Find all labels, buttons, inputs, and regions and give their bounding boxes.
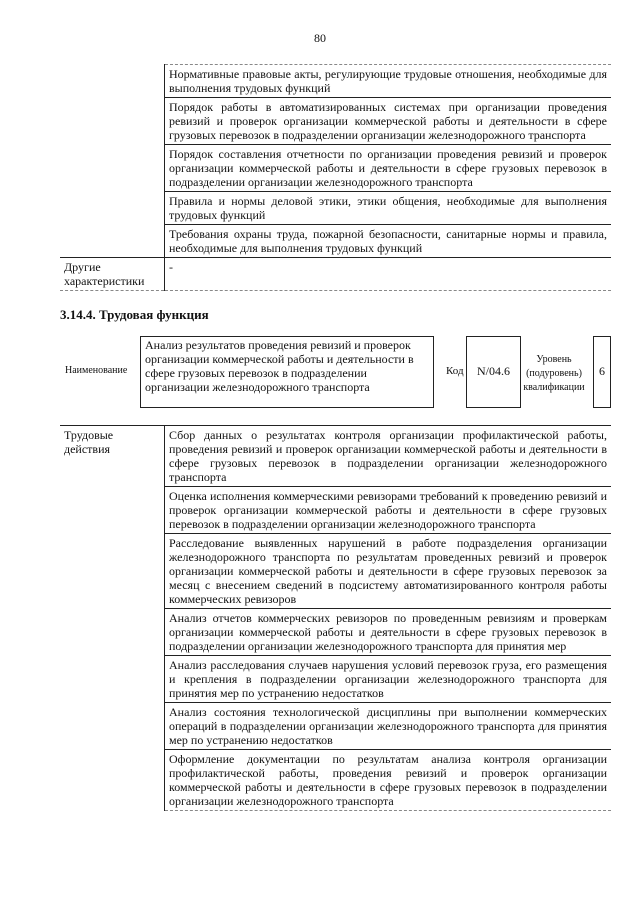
page-number: 80 [314,31,326,45]
function-level: 6 [593,336,611,408]
labor-action-item: Анализ расследования случаев нарушения условий перевозок груза, его размещения и крепления в подразделении организации железнодорожного транспорта для принятия мер по устранению недостатков [165,656,612,703]
labor-action-item: Расследование выявленных нарушений в работе подразделения организации железнодорожного транспорта по результатам проведенных ревизий и проверок организации коммерческой работы и деятельности в сфере грузовых перевозок за месяц с внесением сведений в подсистему автоматизированного контроля работы коммерческих ревизоров [165,534,612,609]
knowledge-item: Нормативные правовые акты, регулирующие трудовые отношения, необходимые для выполнения трудовых функций [165,65,612,98]
function-header [60,336,611,410]
name-label: Наименование [65,365,128,376]
other-characteristics-value: - [165,258,612,291]
knowledge-item: Правила и нормы деловой этики, этики общения, необходимые для выполнения трудовых функций [165,192,612,225]
other-characteristics-label: Другие характеристики [60,258,165,291]
section-heading: 3.14.4. Трудовая функция [60,307,209,322]
labor-action-item: Оценка исполнения коммерческими ревизорами требований к проведению ревизий и проверок организации коммерческой работы и деятельности в сфере грузовых перевозок в подразделении организации железнодорожного транспорта [165,487,612,534]
knowledge-item: Порядок работы в автоматизированных системах при организации проведения ревизий и проверок организации коммерческой работы и деятельности в сфере грузовых перевозок в подразделении организации железнодорожного транспорта [165,98,612,145]
labor-action-item: Сбор данных о результатах контроля организации профилактической работы, проведения ревизий и проверок организации коммерческой работы и деятельности в сфере грузовых перевозок в подразделении организации железнодорожного транспорта [165,426,612,487]
knowledge-item: Требования охраны труда, пожарной безопасности, санитарные нормы и правила, необходимые для выполнения трудовых функций [165,225,612,258]
level-label: Уровень (подуровень) квалификации [523,354,585,393]
continued-requirements-table [60,64,611,291]
knowledge-item: Порядок составления отчетности по организации проведения ревизий и проверок организации коммерческой работы и деятельности в сфере грузовых перевозок в подразделении организации железнодорожного транспорта [165,145,612,192]
code-label: Код [446,365,464,377]
labor-actions-label: Трудовые действия [60,426,165,487]
labor-actions-table [60,425,611,811]
function-name: Анализ результатов проведения ревизий и проверок организации коммерческой работы и деятельности в сфере грузовых перевозок в подразделении организации железнодорожного транспорта [140,336,434,408]
function-code: N/04.6 [466,336,521,408]
labor-action-item: Анализ отчетов коммерческих ревизоров по проведенным ревизиям и проверкам организации коммерческой работы и деятельности в сфере грузовых перевозок в подразделении организации железнодорожного транспорта для принятия мер [165,609,612,656]
labor-action-item: Оформление документации по результатам анализа контроля организации профилактической работы, проведения ревизий и проверок организации коммерческой работы и деятельности в сфере грузовых перевозок в подразделении организации железнодорожного транспорта [165,750,612,811]
labor-action-item: Анализ состояния технологической дисциплины при выполнении коммерческих операций в подразделении организации железнодорожного транспорта для принятия мер по устранению недостатков [165,703,612,750]
